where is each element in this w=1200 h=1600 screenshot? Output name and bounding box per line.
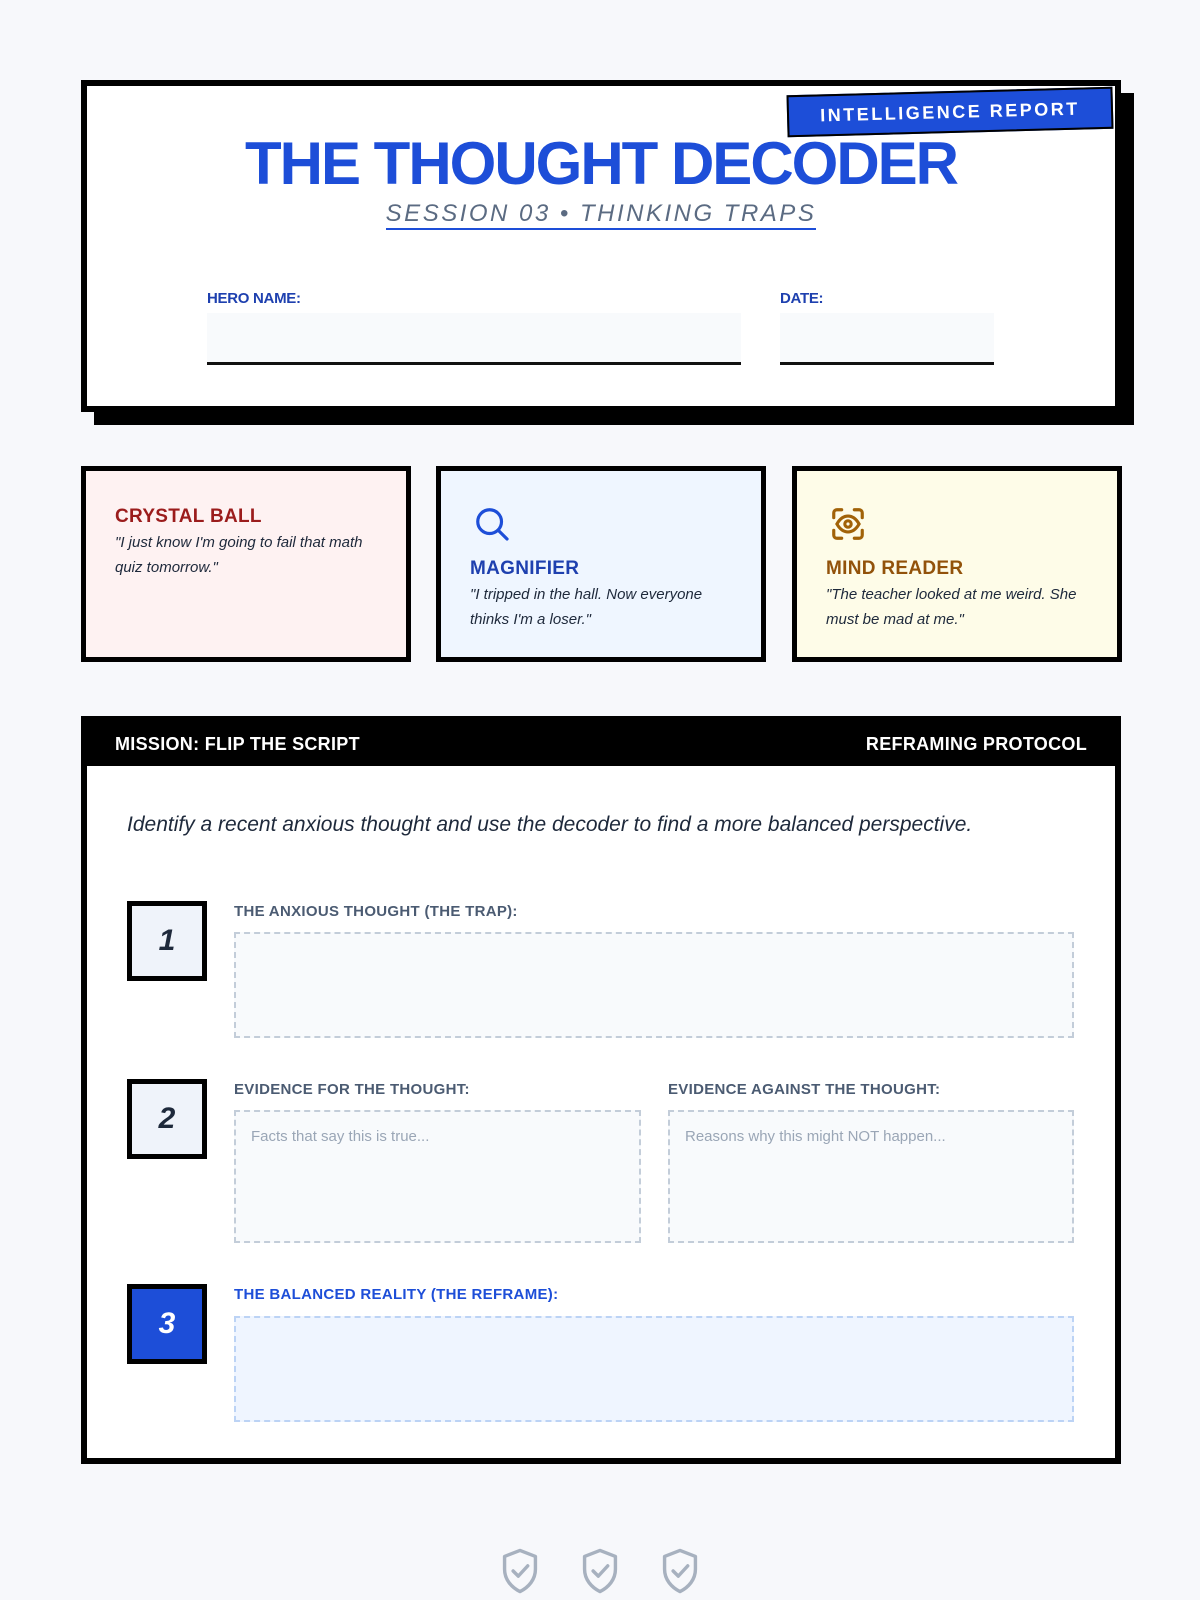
evidence-for-label: EVIDENCE FOR THE THOUGHT: xyxy=(234,1081,470,1098)
step-3-badge: 3 xyxy=(127,1284,207,1364)
trap-card-crystal-ball xyxy=(81,466,411,662)
shield-check-icon xyxy=(499,1547,541,1595)
search-icon xyxy=(473,505,511,543)
trap-quote: "The teacher looked at me weird. She must be mad at me." xyxy=(826,586,1077,628)
mission-section xyxy=(81,716,1121,1464)
trap-quote: "I tripped in the hall. Now everyone thinks I'm a loser." xyxy=(470,586,703,628)
trap-card-mind-reader xyxy=(792,466,1122,662)
mission-instructions: Identify a recent anxious thought and use the decoder to find a more balanced perspective. xyxy=(127,813,973,836)
step-1-badge: 1 xyxy=(127,901,207,981)
date-label: DATE: xyxy=(780,290,824,307)
date-input[interactable] xyxy=(780,313,994,365)
evidence-against-input[interactable] xyxy=(668,1110,1074,1243)
trap-title: CRYSTAL BALL xyxy=(115,506,262,527)
balanced-reality-label: THE BALANCED REALITY (THE REFRAME): xyxy=(234,1286,559,1303)
session-subtitle xyxy=(81,200,1121,228)
balanced-reality-input[interactable] xyxy=(234,1316,1074,1422)
trap-title: MAGNIFIER xyxy=(470,558,580,579)
anxious-thought-input[interactable] xyxy=(234,932,1074,1038)
page-title: THE THOUGHT DECODER xyxy=(245,130,957,197)
protocol-label: REFRAMING PROTOCOL xyxy=(865,733,1087,754)
evidence-against-label: EVIDENCE AGAINST THE THOUGHT: xyxy=(668,1081,941,1098)
shield-check-icon xyxy=(659,1547,701,1595)
trap-card-magnifier xyxy=(436,466,766,662)
mission-title: MISSION: FLIP THE SCRIPT xyxy=(115,733,360,754)
eye-scan-icon xyxy=(829,505,867,543)
anxious-thought-label: THE ANXIOUS THOUGHT (THE TRAP): xyxy=(234,903,518,920)
session-subtitle-text: SESSION 03 • THINKING TRAPS xyxy=(386,200,817,230)
evidence-for-input[interactable] xyxy=(234,1110,641,1243)
hero-name-input[interactable] xyxy=(207,313,741,365)
trap-quote: "I just know I'm going to fail that math quiz tomorrow." xyxy=(115,534,363,576)
shield-check-icon xyxy=(579,1547,621,1595)
hero-name-label: HERO NAME: xyxy=(207,290,301,307)
trap-title: MIND READER xyxy=(826,558,964,579)
intelligence-report-tag: INTELLIGENCE REPORT xyxy=(787,87,1114,138)
mission-header-bar xyxy=(87,722,1115,766)
step-2-badge: 2 xyxy=(127,1079,207,1159)
